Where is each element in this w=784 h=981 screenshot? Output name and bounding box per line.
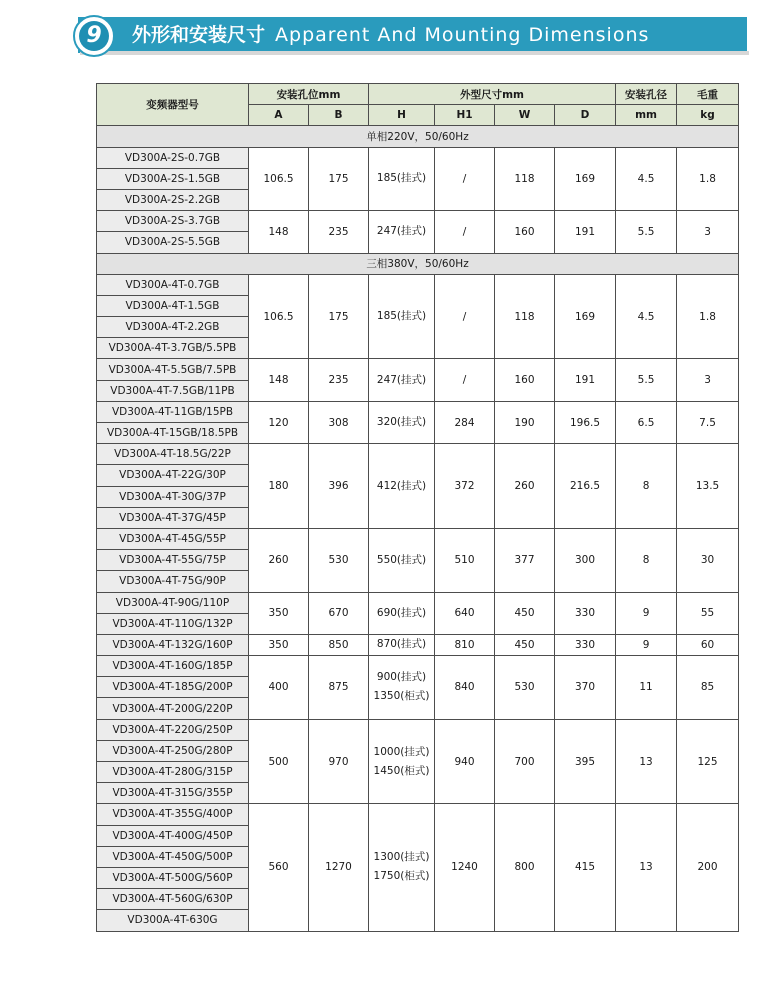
w-cell: 377 bbox=[495, 528, 555, 592]
d-cell: 191 bbox=[555, 211, 616, 253]
model-cell: VD300A-4T-315G/355P bbox=[97, 783, 249, 804]
h-value: 1350(柜式) bbox=[373, 690, 430, 703]
model-cell: VD300A-4T-1.5GB bbox=[97, 295, 249, 316]
h-cell bbox=[369, 274, 435, 359]
d-cell: 216.5 bbox=[555, 444, 616, 529]
hole-diameter-cell: 13 bbox=[616, 804, 677, 931]
h-value: 185(挂式) bbox=[376, 172, 427, 185]
model-cell: VD300A-4T-185G/200P bbox=[97, 677, 249, 698]
weight-cell: 13.5 bbox=[677, 444, 739, 529]
w-cell: 700 bbox=[495, 719, 555, 804]
model-cell: VD300A-2S-1.5GB bbox=[97, 168, 249, 189]
w-cell: 800 bbox=[495, 804, 555, 931]
model-cell: VD300A-4T-630G bbox=[97, 910, 249, 931]
weight-cell: 125 bbox=[677, 719, 739, 804]
section-row bbox=[97, 126, 739, 147]
model-cell: VD300A-4T-160G/185P bbox=[97, 656, 249, 677]
hole-diameter-cell: 13 bbox=[616, 719, 677, 804]
a-cell: 120 bbox=[249, 401, 309, 443]
weight-cell: 1.8 bbox=[677, 274, 739, 359]
h1-cell: 1240 bbox=[435, 804, 495, 931]
hole-diameter-cell: 5.5 bbox=[616, 211, 677, 253]
table-row bbox=[97, 804, 739, 825]
w-cell: 190 bbox=[495, 401, 555, 443]
model-cell: VD300A-4T-200G/220P bbox=[97, 698, 249, 719]
weight-cell: 60 bbox=[677, 634, 739, 655]
table-row bbox=[97, 528, 739, 549]
header-w: W bbox=[495, 105, 555, 126]
header-a: A bbox=[249, 105, 309, 126]
d-cell: 415 bbox=[555, 804, 616, 931]
header-d: D bbox=[555, 105, 616, 126]
h1-cell: 372 bbox=[435, 444, 495, 529]
h-value: 870(挂式) bbox=[376, 638, 427, 651]
model-cell: VD300A-4T-45G/55P bbox=[97, 528, 249, 549]
h-cell bbox=[369, 359, 435, 401]
page-title bbox=[132, 17, 649, 53]
table-row bbox=[97, 147, 739, 168]
d-cell: 330 bbox=[555, 592, 616, 634]
hole-diameter-cell: 8 bbox=[616, 444, 677, 529]
table-row bbox=[97, 634, 739, 655]
model-cell: VD300A-4T-220G/250P bbox=[97, 719, 249, 740]
b-cell: 175 bbox=[309, 147, 369, 211]
b-cell: 970 bbox=[309, 719, 369, 804]
w-cell: 450 bbox=[495, 634, 555, 655]
section-number-badge bbox=[73, 15, 115, 57]
model-cell: VD300A-4T-22G/30P bbox=[97, 465, 249, 486]
h-cell bbox=[369, 444, 435, 529]
h-cell bbox=[369, 634, 435, 655]
h1-cell: / bbox=[435, 274, 495, 359]
a-cell: 148 bbox=[249, 359, 309, 401]
b-cell: 235 bbox=[309, 359, 369, 401]
h1-cell: 640 bbox=[435, 592, 495, 634]
h-value: 550(挂式) bbox=[376, 553, 427, 566]
d-cell: 300 bbox=[555, 528, 616, 592]
hole-diameter-cell: 6.5 bbox=[616, 401, 677, 443]
a-cell: 148 bbox=[249, 211, 309, 253]
model-cell: VD300A-4T-450G/500P bbox=[97, 846, 249, 867]
hole-diameter-cell: 9 bbox=[616, 592, 677, 634]
table-row bbox=[97, 656, 739, 677]
section-row bbox=[97, 253, 739, 274]
model-cell: VD300A-4T-280G/315P bbox=[97, 762, 249, 783]
d-cell: 330 bbox=[555, 634, 616, 655]
model-cell: VD300A-4T-110G/132P bbox=[97, 613, 249, 634]
model-cell: VD300A-4T-3.7GB/5.5PB bbox=[97, 338, 249, 359]
model-cell: VD300A-4T-2.2GB bbox=[97, 317, 249, 338]
section-label: 单相220V，50/60Hz bbox=[97, 126, 739, 147]
table-row bbox=[97, 211, 739, 232]
header-outline: 外型尺寸mm bbox=[369, 84, 616, 105]
model-cell: VD300A-4T-11GB/15PB bbox=[97, 401, 249, 422]
weight-cell: 3 bbox=[677, 211, 739, 253]
a-cell: 500 bbox=[249, 719, 309, 804]
model-cell: VD300A-4T-75G/90P bbox=[97, 571, 249, 592]
h-value: 900(挂式) bbox=[376, 671, 427, 684]
h1-cell: / bbox=[435, 359, 495, 401]
hole-diameter-cell: 9 bbox=[616, 634, 677, 655]
h-value: 247(挂式) bbox=[376, 373, 427, 386]
h-value: 1750(柜式) bbox=[373, 870, 430, 883]
header-model: 变频器型号 bbox=[97, 84, 249, 126]
h-value: 247(挂式) bbox=[376, 225, 427, 238]
h1-cell: / bbox=[435, 147, 495, 211]
model-cell: VD300A-4T-500G/560P bbox=[97, 867, 249, 888]
table-body bbox=[97, 126, 739, 931]
model-cell: VD300A-4T-355G/400P bbox=[97, 804, 249, 825]
d-cell: 196.5 bbox=[555, 401, 616, 443]
a-cell: 350 bbox=[249, 634, 309, 655]
h-cell bbox=[369, 656, 435, 720]
w-cell: 260 bbox=[495, 444, 555, 529]
model-cell: VD300A-2S-5.5GB bbox=[97, 232, 249, 253]
h-cell bbox=[369, 528, 435, 592]
h-value: 1300(挂式) bbox=[373, 851, 430, 864]
h-cell bbox=[369, 592, 435, 634]
h-value: 185(挂式) bbox=[376, 310, 427, 323]
w-cell: 450 bbox=[495, 592, 555, 634]
b-cell: 670 bbox=[309, 592, 369, 634]
hole-diameter-cell: 8 bbox=[616, 528, 677, 592]
h1-cell: 284 bbox=[435, 401, 495, 443]
model-cell: VD300A-4T-5.5GB/7.5PB bbox=[97, 359, 249, 380]
model-cell: VD300A-2S-2.2GB bbox=[97, 189, 249, 210]
h-value: 412(挂式) bbox=[376, 479, 427, 492]
h1-cell: 510 bbox=[435, 528, 495, 592]
a-cell: 180 bbox=[249, 444, 309, 529]
header-weight: 毛重 bbox=[677, 84, 739, 105]
table-row bbox=[97, 359, 739, 380]
b-cell: 850 bbox=[309, 634, 369, 655]
h-value: 690(挂式) bbox=[376, 606, 427, 619]
a-cell: 350 bbox=[249, 592, 309, 634]
d-cell: 169 bbox=[555, 147, 616, 211]
hole-diameter-cell: 11 bbox=[616, 656, 677, 720]
section-number: 9 bbox=[79, 21, 109, 51]
table-row bbox=[97, 274, 739, 295]
model-cell: VD300A-4T-30G/37P bbox=[97, 486, 249, 507]
b-cell: 396 bbox=[309, 444, 369, 529]
h1-cell: 810 bbox=[435, 634, 495, 655]
model-cell: VD300A-4T-132G/160P bbox=[97, 634, 249, 655]
dimension-table bbox=[96, 83, 739, 932]
weight-cell: 200 bbox=[677, 804, 739, 931]
w-cell: 530 bbox=[495, 656, 555, 720]
weight-cell: 85 bbox=[677, 656, 739, 720]
section-label: 三相380V，50/60Hz bbox=[97, 253, 739, 274]
table-row bbox=[97, 592, 739, 613]
model-cell: VD300A-4T-18.5G/22P bbox=[97, 444, 249, 465]
d-cell: 395 bbox=[555, 719, 616, 804]
header-h: H bbox=[369, 105, 435, 126]
h-cell bbox=[369, 211, 435, 253]
b-cell: 1270 bbox=[309, 804, 369, 931]
hole-diameter-cell: 5.5 bbox=[616, 359, 677, 401]
a-cell: 400 bbox=[249, 656, 309, 720]
weight-cell: 55 bbox=[677, 592, 739, 634]
model-cell: VD300A-2S-0.7GB bbox=[97, 147, 249, 168]
model-cell: VD300A-4T-250G/280P bbox=[97, 740, 249, 761]
header-weight-unit: kg bbox=[677, 105, 739, 126]
w-cell: 118 bbox=[495, 274, 555, 359]
model-cell: VD300A-2S-3.7GB bbox=[97, 211, 249, 232]
model-cell: VD300A-4T-0.7GB bbox=[97, 274, 249, 295]
d-cell: 169 bbox=[555, 274, 616, 359]
w-cell: 160 bbox=[495, 211, 555, 253]
a-cell: 560 bbox=[249, 804, 309, 931]
model-cell: VD300A-4T-400G/450P bbox=[97, 825, 249, 846]
h-cell bbox=[369, 804, 435, 931]
hole-diameter-cell: 4.5 bbox=[616, 274, 677, 359]
h-value: 1000(挂式) bbox=[373, 745, 430, 758]
header-hole-unit: mm bbox=[616, 105, 677, 126]
model-cell: VD300A-4T-37G/45P bbox=[97, 507, 249, 528]
table-row bbox=[97, 444, 739, 465]
h1-cell: 940 bbox=[435, 719, 495, 804]
a-cell: 260 bbox=[249, 528, 309, 592]
model-cell: VD300A-4T-55G/75P bbox=[97, 550, 249, 571]
w-cell: 160 bbox=[495, 359, 555, 401]
model-cell: VD300A-4T-90G/110P bbox=[97, 592, 249, 613]
b-cell: 530 bbox=[309, 528, 369, 592]
b-cell: 875 bbox=[309, 656, 369, 720]
d-cell: 370 bbox=[555, 656, 616, 720]
h1-cell: 840 bbox=[435, 656, 495, 720]
table-row bbox=[97, 719, 739, 740]
header-hole-diameter: 安装孔径 bbox=[616, 84, 677, 105]
a-cell: 106.5 bbox=[249, 147, 309, 211]
model-cell: VD300A-4T-7.5GB/11PB bbox=[97, 380, 249, 401]
header-h1: H1 bbox=[435, 105, 495, 126]
weight-cell: 30 bbox=[677, 528, 739, 592]
b-cell: 308 bbox=[309, 401, 369, 443]
weight-cell: 1.8 bbox=[677, 147, 739, 211]
model-cell: VD300A-4T-15GB/18.5PB bbox=[97, 423, 249, 444]
h-value: 1450(柜式) bbox=[373, 764, 430, 777]
hole-diameter-cell: 4.5 bbox=[616, 147, 677, 211]
table-row bbox=[97, 401, 739, 422]
b-cell: 175 bbox=[309, 274, 369, 359]
w-cell: 118 bbox=[495, 147, 555, 211]
weight-cell: 3 bbox=[677, 359, 739, 401]
h1-cell: / bbox=[435, 211, 495, 253]
a-cell: 106.5 bbox=[249, 274, 309, 359]
page-title-cn: 外形和安装尺寸 bbox=[132, 24, 266, 46]
h-cell bbox=[369, 147, 435, 211]
header-mount-holes: 安装孔位mm bbox=[249, 84, 369, 105]
h-cell bbox=[369, 401, 435, 443]
d-cell: 191 bbox=[555, 359, 616, 401]
weight-cell: 7.5 bbox=[677, 401, 739, 443]
h-value: 320(挂式) bbox=[376, 416, 427, 428]
b-cell: 235 bbox=[309, 211, 369, 253]
header-b: B bbox=[309, 105, 369, 126]
model-cell: VD300A-4T-560G/630P bbox=[97, 889, 249, 910]
h-cell bbox=[369, 719, 435, 804]
page-title-en: Apparent And Mounting Dimensions bbox=[275, 24, 650, 46]
